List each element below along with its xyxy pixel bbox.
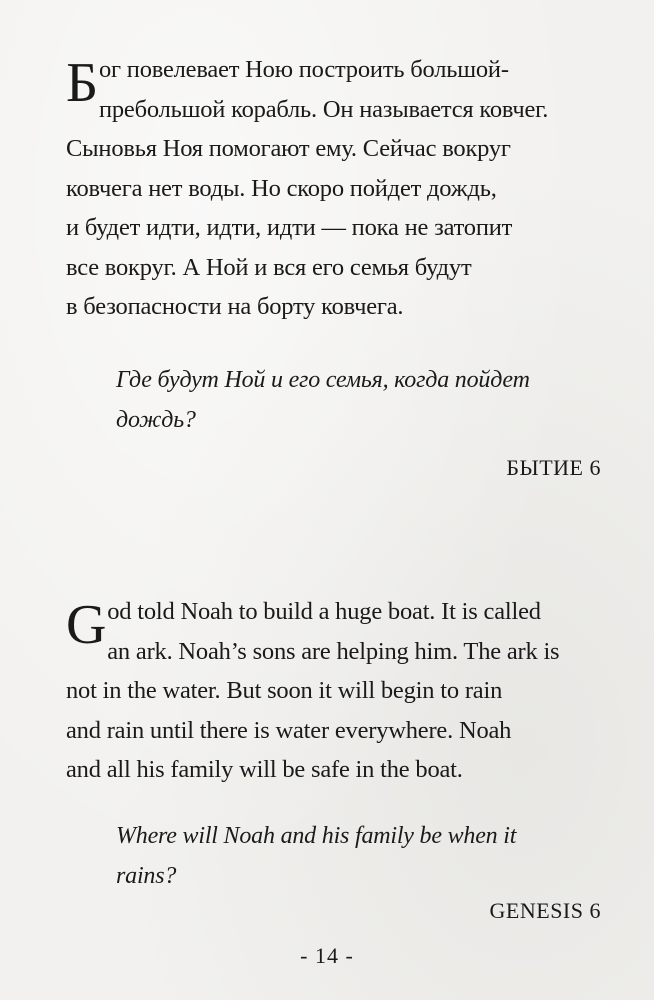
english-line: and all his family will be safe in the boat. xyxy=(66,756,463,783)
russian-line: Сыновья Ноя помогают ему. Сейчас вокруг xyxy=(66,135,511,162)
english-paragraph xyxy=(66,592,606,790)
english-line: and rain until there is water everywhere. Noah xyxy=(66,716,512,744)
russian-line: ог повелевает Ною построить большой- xyxy=(98,56,509,83)
english-dropcap: G xyxy=(66,594,107,656)
english-line: not in the water. But soon it will begin to rain xyxy=(66,677,503,704)
russian-dropcap: Б xyxy=(66,52,98,114)
russian-question-line: Где будут Ной и его семья, когда пойдет xyxy=(116,367,530,393)
russian-reference: БЫТИЕ 6 xyxy=(506,455,601,480)
english-question-line: Where will Noah and his family be when it xyxy=(116,823,517,849)
russian-line: и будет идти, идти, идти — пока не затопит xyxy=(66,214,513,241)
russian-line: пребольшой корабль. Он называется ковчег. xyxy=(98,95,549,123)
russian-question xyxy=(116,360,616,440)
english-question xyxy=(116,816,616,896)
russian-line: все вокруг. А Ной и вся его семья будут xyxy=(66,253,472,281)
russian-line: ковчега нет воды. Но скоро пойдет дождь, xyxy=(66,174,497,202)
english-question-line: rains? xyxy=(116,863,177,889)
russian-line: в безопасности на борту ковчега. xyxy=(66,293,404,320)
russian-paragraph xyxy=(66,50,606,327)
page-number: - 14 - xyxy=(300,943,354,968)
russian-question-line: дождь? xyxy=(116,407,196,433)
english-line: od told Noah to build a huge boat. It is called xyxy=(107,598,541,625)
english-line: an ark. Noah’s sons are helping him. The ark is xyxy=(107,637,560,665)
english-reference: GENESIS 6 xyxy=(489,898,601,923)
